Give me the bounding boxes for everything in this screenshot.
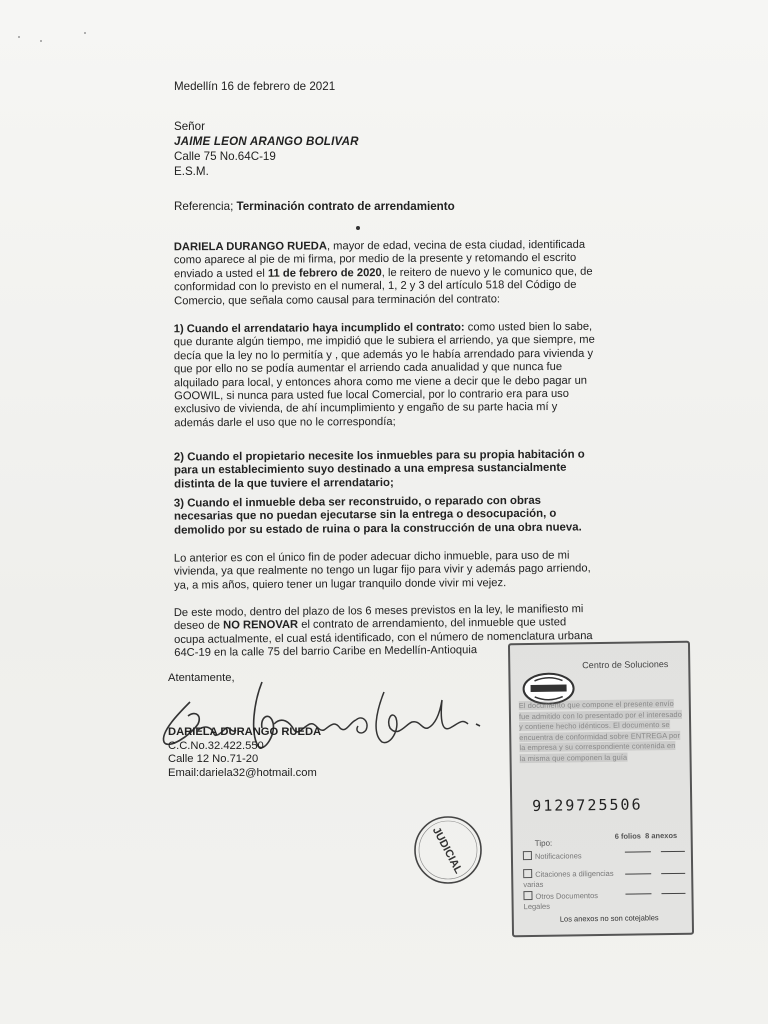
reference-line [174, 200, 596, 213]
point-1-paragraph [174, 321, 597, 431]
point-1-text: como usted bien lo sabe, que durante algún tiempo, me impidió que le subiera el arriendo, ya que siempre, me decía que la ley no lo permitía y , que además yo le había arrendado para vivienda y que por ello no se podía aumentar el arriendo cada anualidad y que nunca fue alquilado para local, y entonces ahora como me viene a decir que le debo pagar un GOOWIL, si nunca para usted fue local Comercial, por lo contrario era para uso exclusivo de vivienda, de ahí incumplimiento y engaño de su parte hacia mí y además darle el uso que no le correspondía; [173, 320, 595, 430]
guide-number: 9129725506 [532, 795, 643, 815]
recipient-esm: E.S.M. [174, 165, 209, 178]
stamp-anexos-count: 8 anexos [645, 830, 678, 841]
stamp-option-citaciones [523, 868, 623, 890]
closing-line: Atentamente, [168, 672, 235, 684]
signer-name: DARIELA DURANGO RUEDA [168, 726, 322, 738]
recipient-salutation: Señor [174, 120, 205, 133]
reference-subject: Terminación contrato de arrendamiento [236, 200, 455, 213]
stamp-title: Centro de Soluciones [582, 659, 669, 671]
scan-speck [18, 36, 20, 38]
stamp-body-text [519, 699, 684, 764]
stamp-option-otros [523, 890, 623, 912]
scan-speck [84, 32, 86, 34]
signer-email: Email:dariela32@hotmail.com [168, 766, 317, 779]
signer-address: Calle 12 No.71-20 [168, 753, 259, 766]
scan-speck [40, 40, 42, 42]
letter-date: Medellín 16 de febrero de 2021 [174, 80, 336, 93]
recipient-name: JAIME LEON ARANGO BOLIVAR [174, 135, 359, 148]
recipient-block [174, 119, 596, 179]
stamp-option-label: Otros Documentos Legales [523, 891, 599, 912]
judicial-seal-label: JUDICIAL [429, 825, 465, 876]
intro-paragraph [174, 239, 596, 309]
judicial-seal [410, 812, 486, 888]
no-renewal-text-b: el contrato de arrendamiento, del inmueble que usted ocupa actualmente, el cual está identificado, con el número de nomenclatura urbana 64C-19 en la calle 75 del barrio Caribe en Medellín-Antioquia [174, 616, 593, 660]
stamp-body: El documento que compone el presente envío fue admitido con lo presentado por el interesado y contiene hecho idénticos. El documento se encuentra de conformidad sobre ENTREGA por la empresa y su correspondiente contenida en la misma que componen la guía [518, 698, 683, 763]
checkbox-icon [523, 891, 532, 900]
point-3-paragraph: 3) Cuando el inmueble deba ser reconstruido, o reparado con obras necesarias que no puedan ejecutarse sin la entrega o desocupación, o demolido por su estado de ruina o para la construcción de una obra nueva. [173, 494, 582, 537]
stamp-blank-line [625, 873, 651, 874]
point-2-paragraph: 2) Cuando el propietario necesite los inmuebles para su propia habitación o para un establecimiento suyo destinado a una empresa sustancialmente distinta de la que tuviere el arrendatario; [173, 448, 585, 491]
stamp-blank-line [625, 851, 651, 852]
stamp-footer: Los anexos no son cotejables [559, 913, 659, 924]
no-renewal-bold: NO RENOVAR [223, 619, 299, 632]
signer-id: C.C.No.32.422.550 [168, 739, 264, 752]
intro-date: 11 de febrero de 2020 [267, 266, 382, 280]
checkbox-icon [523, 869, 532, 878]
stamp-option-label: Citaciones a diligencias varias [523, 868, 614, 890]
no-renewal-text-a: De este modo, dentro del plazo de los 6 meses previstos en la ley, le manifiesto mi deseo de [173, 603, 584, 633]
point-1-heading: 1) Cuando el arrendatario haya incumplido el contrato: [173, 321, 465, 336]
checkbox-icon [523, 851, 532, 860]
recipient-address: Calle 75 No.64C-19 [174, 150, 276, 163]
reference-label: Referencia; [174, 200, 237, 213]
stamp-option-label: Notificaciones [534, 851, 582, 861]
stamp-option-notificaciones [523, 850, 582, 862]
purpose-paragraph: Lo anterior es con el único fin de poder adecuar dicho inmueble, para uso de mi vivienda, ya que realmente no tengo un lugar fijo para vivir y además pago arriendo, ya, a mis años, quiero tener un lugar tranquilo donde vivir mi vejez. [173, 549, 591, 592]
stamp-tipo-label: Tipo: [534, 838, 553, 848]
stamp-blank-line [625, 893, 651, 894]
intro-name: DARIELA DURANGO RUEDA [173, 240, 327, 254]
stamp-blank-line [661, 851, 685, 852]
delivery-receipt-stamp [508, 641, 694, 938]
stamp-folios-count: 6 folios [614, 831, 641, 841]
stamp-blank-line [661, 893, 685, 894]
stamp-blank-line [661, 873, 685, 874]
stamp-folios [615, 831, 678, 842]
intro-text-a: , mayor de edad, vecina de esta ciudad, identificada como aparece al pie de mi firma, por medio de la presente y retomando el escrito enviado a usted el [173, 238, 586, 281]
ink-dot [356, 226, 360, 230]
intro-text-b: , le reitero de nuevo y le comunico que, de conformidad con lo previsto en el numeral, 1, 2 y 3 del artículo 518 del Código de Comercio, que señala como causal para terminación del contrato: [174, 265, 593, 307]
